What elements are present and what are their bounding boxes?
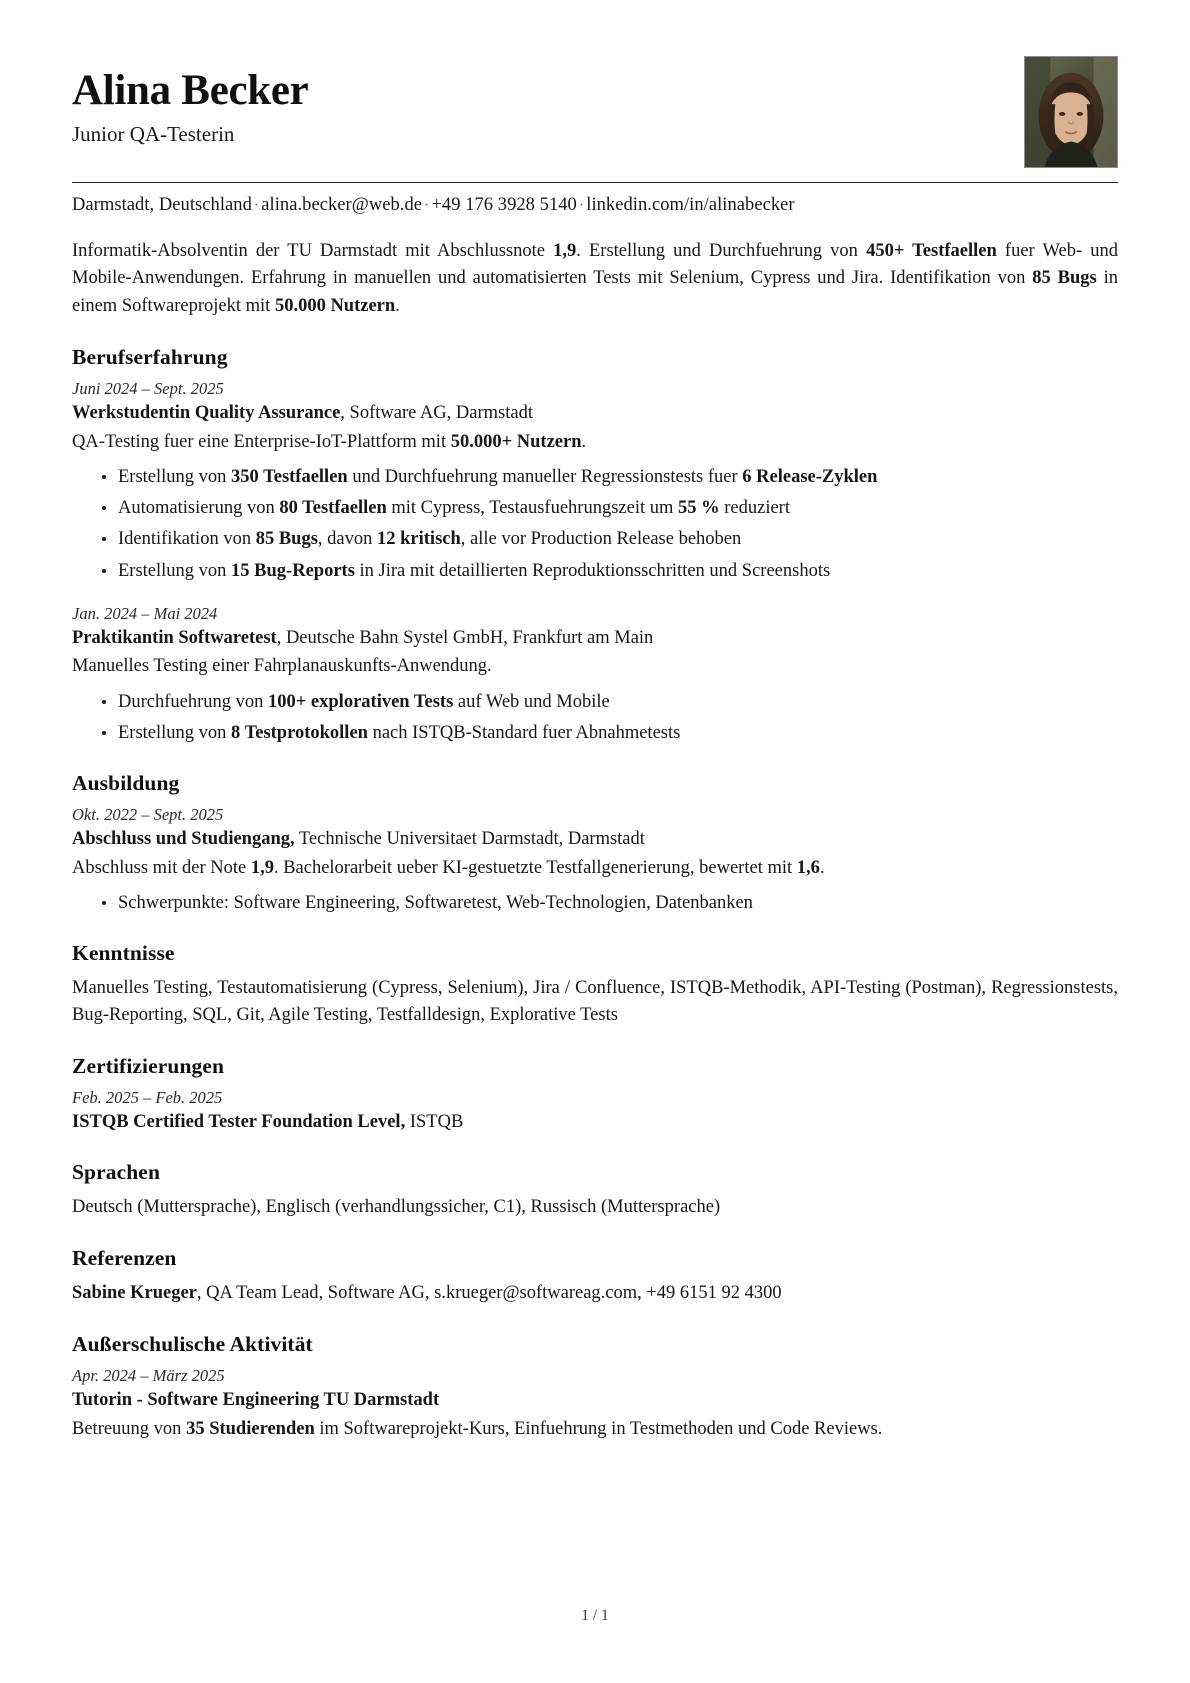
summary-paragraph [72,238,1118,320]
entry-date: Juni 2024 – Sept. 2025 [72,379,224,399]
entry-heading [72,626,1118,652]
bullet-text-mid: nach ISTQB-Standard fuer Abnahmetests [367,723,681,744]
contact-separator-2: · [424,197,430,214]
list-item [102,689,1118,715]
summary-text-3: fuer Web- und Mobile-Anwendungen. Erfahrung in manuellen und automatisierten Tests mit Selenium, Cypress und Jira. Identifikation von [72,241,1118,289]
entry-date: Feb. 2025 – Feb. 2025 [72,1087,223,1107]
bullet-bold-1: 85 Bugs [255,529,318,550]
bullet-bold-1: 100+ explorativen Tests [268,691,454,712]
bullet-text-post: reduziert [719,498,790,519]
page-indicator: 1 / 1 [581,1607,609,1624]
resume-header [72,56,1118,168]
languages-text: Deutsch (Muttersprache), Englisch (verhandlungssicher, C1), Russisch (Muttersprache) [72,1197,721,1218]
extracurricular-entry [72,1366,1118,1442]
entry-desc-pre: Manuelles Testing einer Fahrplanauskunfts-Anwendung. [72,656,492,677]
bullet-text-pre: Erstellung von [118,466,232,487]
list-item [102,495,1118,521]
summary-text-5: . [395,295,400,316]
header-divider [72,182,1118,183]
list-item [102,890,1118,916]
entry-desc-pre: Abschluss mit der Note [72,857,251,878]
entry-role: Praktikantin Softwaretest [72,627,277,648]
portrait-photo-icon [1025,57,1117,167]
experience-entry [72,604,1118,746]
list-item [102,526,1118,552]
bullet-text-pre: Identifikation von [118,529,256,550]
bullet-text-pre: Durchfuehrung von [118,691,269,712]
bullet-text-post: , alle vor Production Release behoben [460,529,742,550]
section-skills [72,941,1118,1029]
entry-description [72,855,1118,881]
bullet-bold-1: 350 Testfaellen [231,466,348,487]
entry-date: Apr. 2024 – März 2025 [72,1366,225,1386]
entry-heading [72,827,1118,853]
reference-entry [72,1280,1118,1307]
list-item [102,558,1118,584]
bullet-text-pre: Schwerpunkte: Software Engineering, Softwaretest, Web-Technologien, Datenbanken [118,893,753,914]
section-experience [72,345,1118,746]
bullet-text-pre: Automatisierung von [118,498,280,519]
entry-description [72,1416,1118,1442]
section-certifications [72,1054,1118,1136]
entry-meta: , Deutsche Bahn Systel GmbH, Frankfurt am Main [276,627,654,648]
section-references [72,1246,1118,1307]
section-title-certifications: Zertifizierungen [72,1053,225,1078]
bullet-text-mid: und Durchfuehrung manueller Regressionstests fuer [347,466,743,487]
certification-issuer: ISTQB [405,1111,464,1132]
entry-role: Abschluss und Studiengang, [72,829,295,850]
entry-bullet-list [72,689,1118,747]
entry-date: Okt. 2022 – Sept. 2025 [72,805,224,825]
entry-date: Jan. 2024 – Mai 2024 [72,603,218,623]
entry-desc-bold-1: 1,9 [250,857,274,878]
reference-details: , QA Team Lead, Software AG, s.krueger@softwareag.com, +49 6151 92 4300 [196,1283,782,1304]
skills-text: Manuelles Testing, Testautomatisierung (Cypress, Selenium), Jira / Confluence, ISTQB-Methodik, API-Testing (Postman), Regressionstests, Bug-Reporting, SQL, Git, Agile Testing, Testfalldesign, Explorative Tests [72,978,1118,1026]
summary-bold-2: 450+ Testfaellen [866,241,997,261]
bullet-text-mid: , davon [317,529,377,550]
entry-heading [72,1388,1118,1414]
bullet-text-mid: auf Web und Mobile [453,691,610,712]
entry-description [72,429,1118,455]
summary-bold-4: 50.000 Nutzern [274,295,396,316]
bullet-bold-2: 55 % [678,498,720,519]
job-headline: Junior QA-Testerin [72,121,235,146]
contact-location: Darmstadt, Deutschland [72,195,252,215]
entry-description [72,653,1118,679]
section-languages [72,1160,1118,1221]
entry-desc-post: . [819,857,825,878]
entry-meta: , Software AG, Darmstadt [340,403,533,424]
bullet-bold-2: 6 Release-Zyklen [742,466,878,487]
reference-name: Sabine Krueger [72,1283,197,1304]
page-footer [0,1607,1190,1625]
contact-phone[interactable]: +49 176 3928 5140 [431,195,577,215]
bullet-text-mid: mit Cypress, Testausfuehrungszeit um [386,498,678,519]
entry-heading [72,1110,1118,1136]
bullet-bold-1: 15 Bug-Reports [231,560,355,581]
entry-role: Werkstudentin Quality Assurance [72,403,341,424]
entry-desc-post: . [581,431,587,452]
section-title-education: Ausbildung [72,771,180,796]
bullet-text-pre: Erstellung von [118,560,232,581]
section-title-extracurricular: Außerschulische Aktivität [72,1332,313,1357]
bullet-text-pre: Erstellung von [118,723,232,744]
section-title-skills: Kenntnisse [72,941,175,966]
entry-bullet-list [72,464,1118,584]
bullet-text-mid: in Jira mit detaillierten Reproduktionsschritten und Screenshots [354,560,831,581]
avatar [1024,56,1118,168]
section-title-experience: Berufserfahrung [72,345,228,370]
entry-desc-bold: 35 Studierenden [186,1418,315,1439]
summary-text-1: Informatik-Absolventin der TU Darmstadt mit Abschlussnote [72,241,554,261]
section-education [72,771,1118,916]
contact-separator-1: · [253,197,260,214]
bullet-bold-1: 8 Testprotokollen [231,723,368,744]
entry-bullet-list [72,890,1118,916]
page-title: Alina Becker [72,67,309,114]
header-text-block [72,56,308,147]
certification-name: ISTQB Certified Tester Foundation Level, [72,1111,406,1132]
section-extracurricular [72,1332,1118,1442]
summary-bold-3: 85 Bugs [1032,268,1097,289]
entry-role: Tutorin - Software Engineering TU Darmstadt [72,1390,440,1411]
entry-desc-bold: 50.000+ Nutzern [450,431,582,452]
list-item [102,464,1118,490]
entry-heading [72,401,1118,427]
entry-desc-post: im Softwareprojekt-Kurs, Einfuehrung in Testmethoden und Code Reviews. [314,1418,883,1439]
entry-desc-pre: Betreuung von [72,1418,187,1439]
contact-email[interactable]: alina.becker@web.de [261,195,423,215]
education-entry [72,805,1118,916]
summary-bold-1: 1,9 [553,241,577,261]
entry-desc-pre: QA-Testing fuer eine Enterprise-IoT-Plattform mit [72,431,451,452]
section-title-languages: Sprachen [72,1160,161,1185]
summary-text-2: . Erstellung und Durchfuehrung von [576,241,867,261]
contact-separator-3: · [578,197,585,214]
list-item [102,720,1118,746]
entry-meta: Technische Universitaet Darmstadt, Darmstadt [294,829,645,850]
section-title-references: Referenzen [72,1246,177,1271]
entry-desc-mid: . Bachelorarbeit ueber KI-gestuetzte Testfallgenerierung, bewertet mit [273,857,797,878]
certification-entry [72,1088,1118,1136]
experience-entry [72,379,1118,584]
contact-line [72,195,1118,216]
bullet-bold-1: 80 Testfaellen [279,498,387,519]
entry-desc-bold-2: 1,6 [796,857,820,878]
summary-text-4: in einem Softwareprojekt mit [72,268,1119,316]
bullet-bold-2: 12 kritisch [377,529,461,550]
contact-linkedin[interactable]: linkedin.com/in/alinabecker [586,195,795,215]
